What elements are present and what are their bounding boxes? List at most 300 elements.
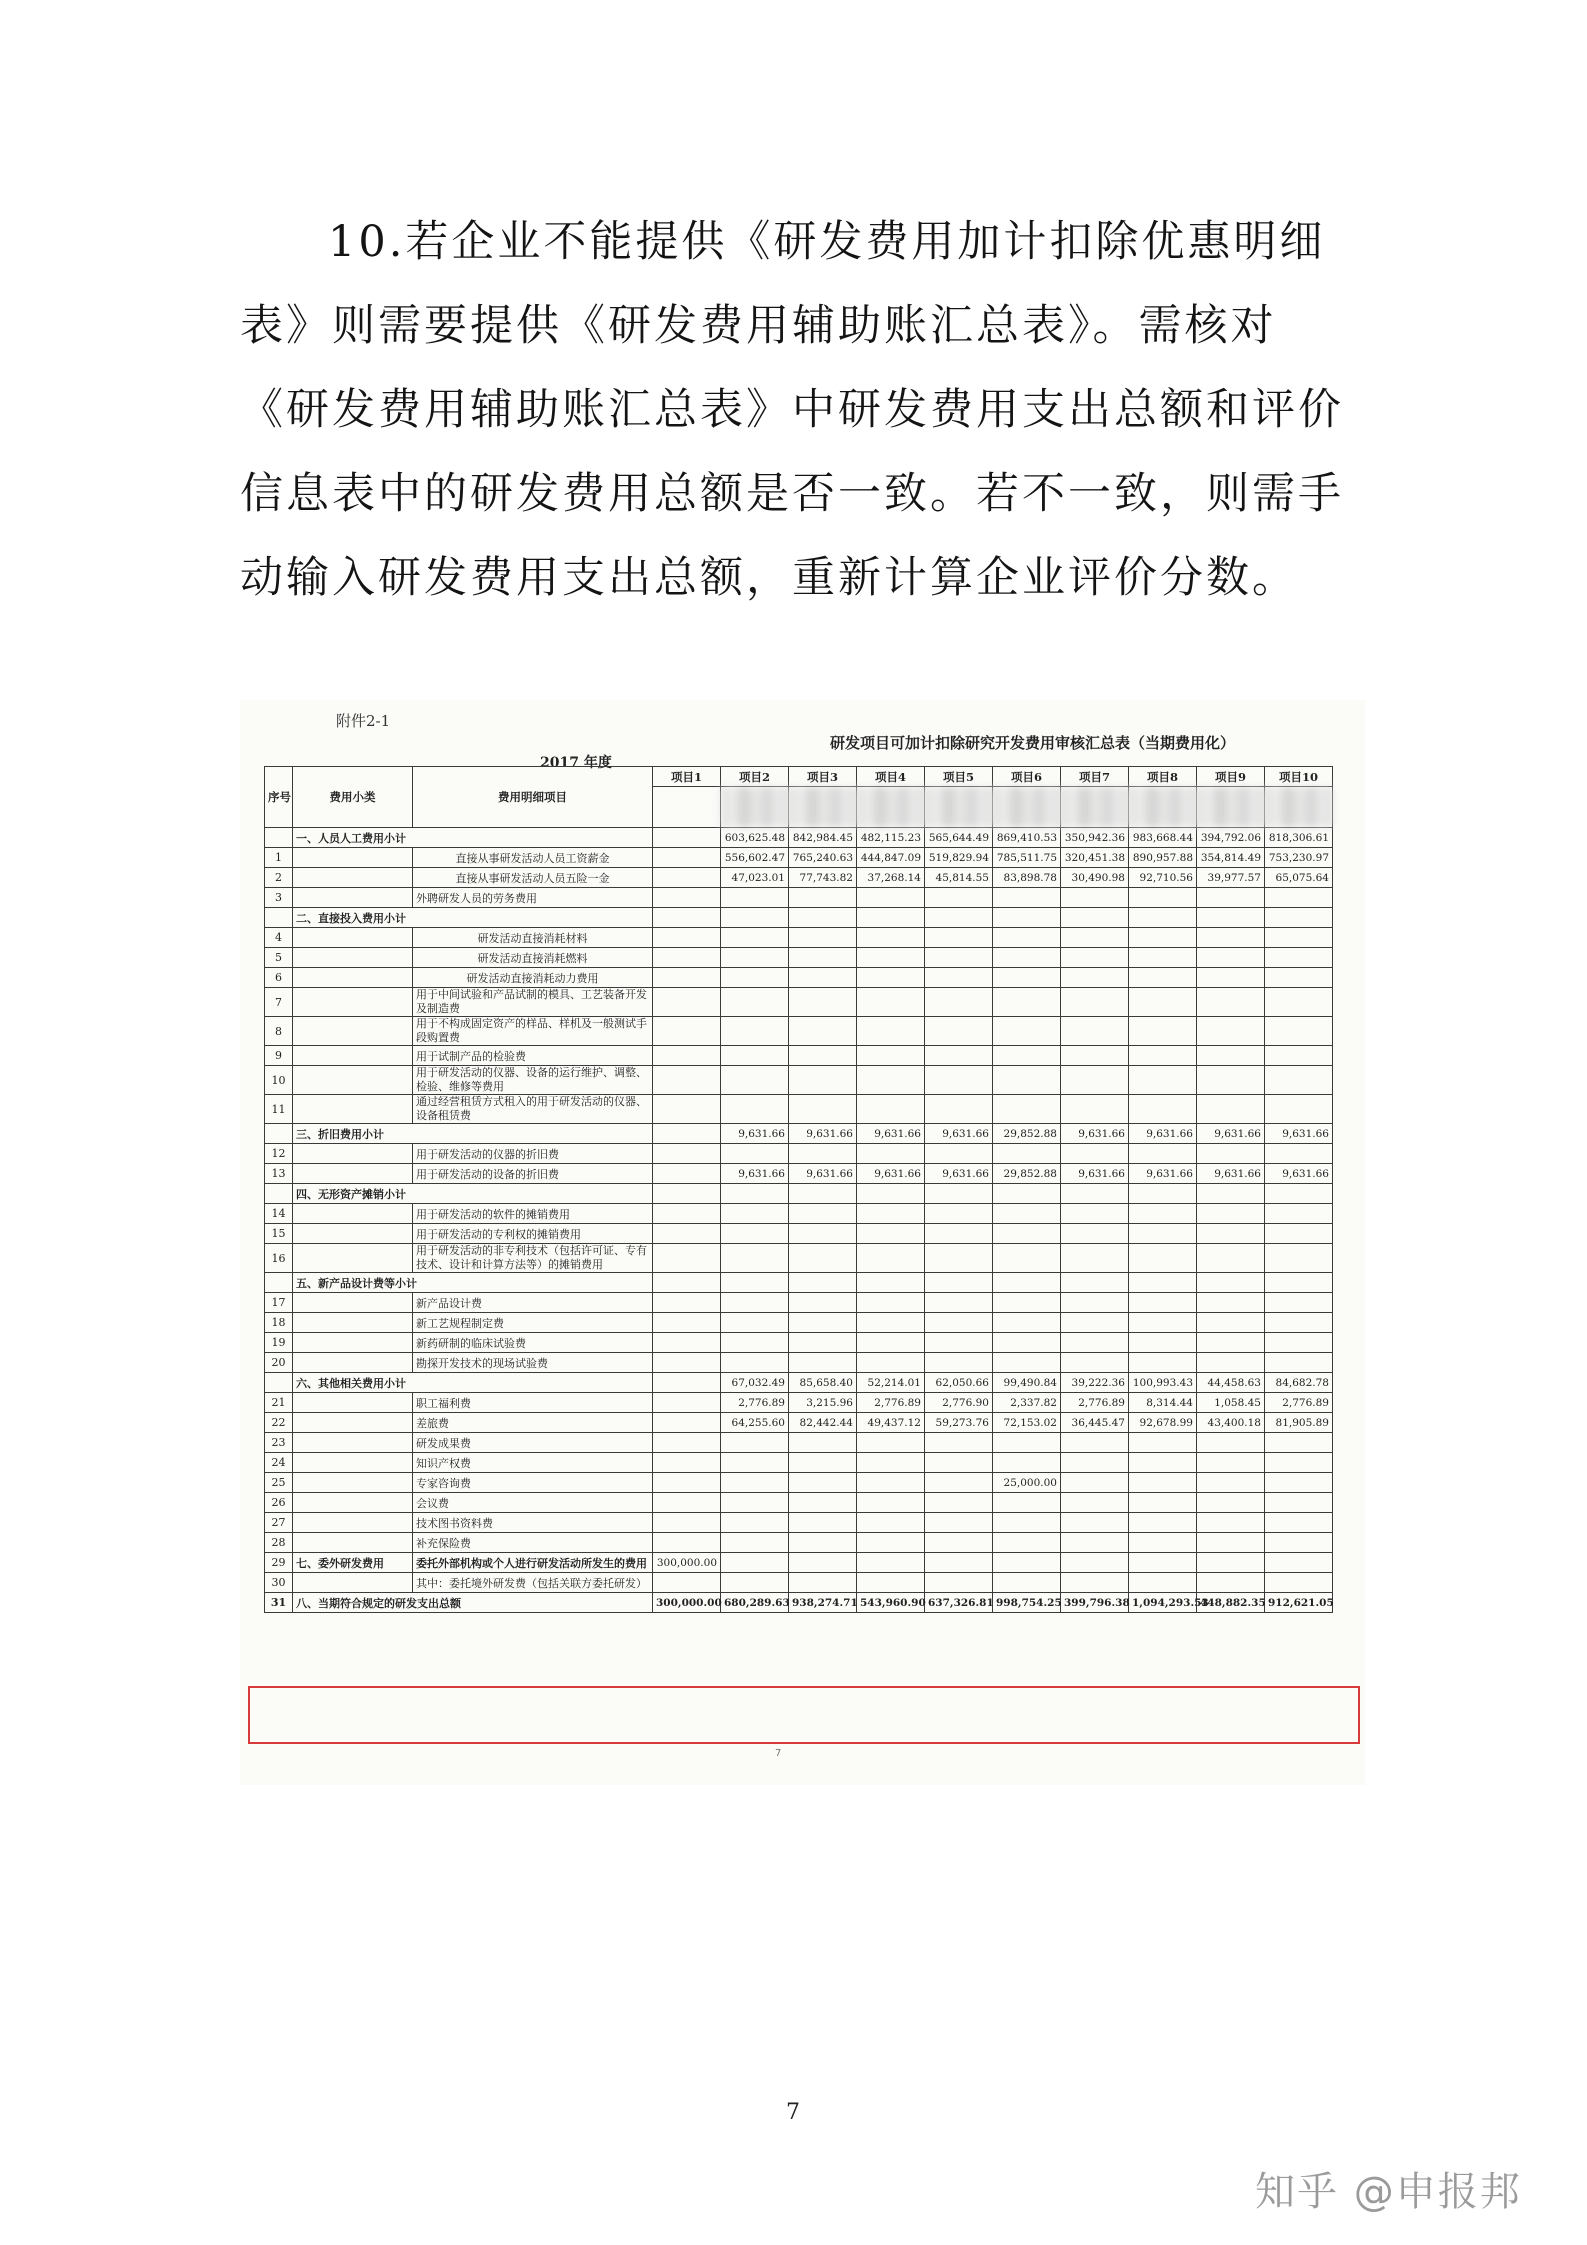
value-cell — [1197, 1066, 1265, 1095]
value-cell — [1061, 1553, 1129, 1573]
seq-cell: 2 — [265, 868, 293, 888]
category-cell — [293, 1533, 413, 1553]
value-cell: 92,678.99 — [1129, 1413, 1197, 1433]
value-cell: 3,215.96 — [789, 1393, 857, 1413]
value-cell — [653, 1393, 721, 1413]
value-cell: 77,743.82 — [789, 868, 857, 888]
value-cell — [653, 1095, 721, 1124]
value-cell — [1197, 888, 1265, 908]
category-cell — [293, 1046, 413, 1066]
value-cell — [1061, 1095, 1129, 1124]
value-cell — [1265, 928, 1333, 948]
value-cell — [993, 1144, 1061, 1164]
value-cell: 84,682.78 — [1265, 1373, 1333, 1393]
seq-cell: 13 — [265, 1164, 293, 1184]
value-cell: 9,631.66 — [721, 1164, 789, 1184]
value-cell: 785,511.75 — [993, 848, 1061, 868]
category-cell — [293, 1413, 413, 1433]
value-cell — [1061, 1017, 1129, 1046]
value-cell — [721, 1513, 789, 1533]
value-cell — [1197, 1573, 1265, 1593]
value-cell — [721, 1066, 789, 1095]
value-cell: 9,631.66 — [1265, 1164, 1333, 1184]
value-cell: 2,776.89 — [721, 1393, 789, 1413]
value-cell — [1197, 928, 1265, 948]
value-cell — [925, 1353, 993, 1373]
subtotal-row — [265, 1184, 1333, 1204]
table-year: 2017 年度 — [540, 755, 612, 771]
value-cell — [925, 1144, 993, 1164]
value-cell — [789, 1433, 857, 1453]
value-cell — [1129, 1066, 1197, 1095]
value-cell — [1265, 1204, 1333, 1224]
value-cell — [653, 948, 721, 968]
table-row — [265, 1144, 1333, 1164]
value-cell: 64,255.60 — [721, 1413, 789, 1433]
value-cell — [993, 928, 1061, 948]
value-cell — [1129, 928, 1197, 948]
value-cell — [925, 1244, 993, 1273]
value-cell — [857, 1204, 925, 1224]
value-cell: 300,000.00 — [653, 1553, 721, 1573]
value-cell — [857, 1533, 925, 1553]
table-row — [265, 1413, 1333, 1433]
seq-cell — [265, 1184, 293, 1204]
table-row — [265, 968, 1333, 988]
value-cell — [653, 908, 721, 928]
value-cell — [789, 928, 857, 948]
value-cell: 300,000.00 — [653, 1593, 721, 1613]
seq-cell: 3 — [265, 888, 293, 908]
value-cell — [789, 1493, 857, 1513]
value-cell: 65,075.64 — [1265, 868, 1333, 888]
value-cell: 36,445.47 — [1061, 1413, 1129, 1433]
value-cell — [1061, 1533, 1129, 1553]
value-cell — [721, 1095, 789, 1124]
category-cell — [293, 888, 413, 908]
value-cell — [993, 1273, 1061, 1293]
value-cell — [1061, 1204, 1129, 1224]
value-cell — [857, 988, 925, 1017]
seq-cell — [265, 908, 293, 928]
blurred-name-cell — [1129, 787, 1197, 828]
table-row — [265, 848, 1333, 868]
seq-cell: 6 — [265, 968, 293, 988]
seq-cell: 31 — [265, 1593, 293, 1613]
value-cell — [721, 1573, 789, 1593]
seq-cell: 18 — [265, 1313, 293, 1333]
detail-cell: 用于研发活动的仪器的折旧费 — [413, 1144, 653, 1164]
value-cell — [857, 1095, 925, 1124]
value-cell — [721, 1144, 789, 1164]
value-cell — [993, 1066, 1061, 1095]
header-project: 项目10 — [1265, 767, 1333, 787]
value-cell — [789, 1066, 857, 1095]
table-row — [265, 1533, 1333, 1553]
value-cell — [1197, 1333, 1265, 1353]
table-row — [265, 1066, 1333, 1095]
detail-cell: 直接从事研发活动人员五险一金 — [413, 868, 653, 888]
value-cell: 9,631.66 — [1197, 1164, 1265, 1184]
seq-cell: 30 — [265, 1573, 293, 1593]
value-cell — [857, 1224, 925, 1244]
value-cell — [993, 1493, 1061, 1513]
value-cell — [1061, 1273, 1129, 1293]
value-cell — [1265, 1244, 1333, 1273]
value-cell — [857, 1184, 925, 1204]
seq-cell: 26 — [265, 1493, 293, 1513]
value-cell — [653, 848, 721, 868]
value-cell: 39,222.36 — [1061, 1373, 1129, 1393]
value-cell: 29,852.88 — [993, 1124, 1061, 1144]
value-cell: 39,977.57 — [1197, 868, 1265, 888]
seq-cell: 17 — [265, 1293, 293, 1313]
value-cell: 354,814.49 — [1197, 848, 1265, 868]
value-cell — [857, 1046, 925, 1066]
value-cell — [1061, 1144, 1129, 1164]
value-cell — [925, 1066, 993, 1095]
watermark: 知乎 @申报邦 — [1255, 2169, 1522, 2215]
value-cell: 890,957.88 — [1129, 848, 1197, 868]
value-cell — [925, 1453, 993, 1473]
blurred-name-cell — [789, 787, 857, 828]
seq-cell: 29 — [265, 1553, 293, 1573]
detail-cell: 研发活动直接消耗燃料 — [413, 948, 653, 968]
value-cell — [1129, 1433, 1197, 1453]
value-cell: 637,326.81 — [925, 1593, 993, 1613]
value-cell — [653, 1413, 721, 1433]
table-row — [265, 1224, 1333, 1244]
value-cell: 1,058.45 — [1197, 1393, 1265, 1413]
value-cell — [1129, 1293, 1197, 1313]
category-cell — [293, 1224, 413, 1244]
table-row — [265, 1473, 1333, 1493]
value-cell — [789, 1513, 857, 1533]
table-row — [265, 1493, 1333, 1513]
header-project: 项目2 — [721, 767, 789, 787]
value-cell — [925, 988, 993, 1017]
value-cell — [925, 948, 993, 968]
value-cell: 9,631.66 — [789, 1124, 857, 1144]
subtotal-row — [265, 1273, 1333, 1293]
value-cell — [1061, 1066, 1129, 1095]
blurred-name-cell — [857, 787, 925, 828]
rd-expense-table — [264, 766, 1333, 1613]
value-cell — [993, 1573, 1061, 1593]
value-cell — [925, 1553, 993, 1573]
detail-cell: 通过经营租赁方式租入的用于研发活动的仪器、设备租赁费 — [413, 1095, 653, 1124]
value-cell — [653, 1224, 721, 1244]
value-cell — [721, 908, 789, 928]
category-cell — [293, 868, 413, 888]
value-cell: 998,754.25 — [993, 1593, 1061, 1613]
value-cell — [1265, 1353, 1333, 1373]
seq-cell: 27 — [265, 1513, 293, 1533]
value-cell — [925, 1184, 993, 1204]
value-cell — [653, 1017, 721, 1046]
value-cell: 44,458.63 — [1197, 1373, 1265, 1393]
value-cell: 43,400.18 — [1197, 1413, 1265, 1433]
value-cell: 9,631.66 — [1129, 1164, 1197, 1184]
value-cell: 556,602.47 — [721, 848, 789, 868]
detail-cell: 用于试制产品的检验费 — [413, 1046, 653, 1066]
value-cell — [925, 888, 993, 908]
value-cell — [1129, 1204, 1197, 1224]
seq-cell: 16 — [265, 1244, 293, 1273]
seq-cell: 4 — [265, 928, 293, 948]
value-cell — [1061, 1293, 1129, 1313]
value-cell — [1061, 948, 1129, 968]
table-row — [265, 1204, 1333, 1224]
value-cell — [925, 1493, 993, 1513]
value-cell — [653, 1144, 721, 1164]
table-row — [265, 1017, 1333, 1046]
category-cell — [293, 1244, 413, 1273]
value-cell — [1197, 1493, 1265, 1513]
value-cell — [1061, 968, 1129, 988]
value-cell — [1197, 1453, 1265, 1473]
detail-cell: 勘探开发技术的现场试验费 — [413, 1353, 653, 1373]
value-cell — [653, 1313, 721, 1333]
value-cell — [653, 1513, 721, 1533]
value-cell — [653, 1244, 721, 1273]
value-cell — [857, 888, 925, 908]
value-cell — [1197, 1313, 1265, 1333]
value-cell: 9,631.66 — [857, 1124, 925, 1144]
value-cell — [1061, 1493, 1129, 1513]
value-cell — [789, 948, 857, 968]
value-cell — [1061, 928, 1129, 948]
value-cell: 2,776.89 — [857, 1393, 925, 1413]
value-cell — [653, 1493, 721, 1513]
value-cell — [925, 1473, 993, 1493]
table-row — [265, 888, 1333, 908]
value-cell — [721, 968, 789, 988]
value-cell — [925, 908, 993, 928]
value-cell — [1197, 1433, 1265, 1453]
value-cell — [993, 1017, 1061, 1046]
value-cell — [857, 1473, 925, 1493]
category-cell — [293, 1204, 413, 1224]
value-cell — [1129, 1273, 1197, 1293]
value-cell — [925, 1433, 993, 1453]
category-cell — [293, 1066, 413, 1095]
value-cell — [1197, 1473, 1265, 1493]
value-cell — [1197, 1533, 1265, 1553]
value-cell — [925, 1513, 993, 1533]
category-cell — [293, 848, 413, 868]
value-cell: 85,658.40 — [789, 1373, 857, 1393]
value-cell — [1265, 1095, 1333, 1124]
value-cell — [721, 1433, 789, 1453]
value-cell — [857, 1066, 925, 1095]
seq-cell: 14 — [265, 1204, 293, 1224]
value-cell: 37,268.14 — [857, 868, 925, 888]
table-row — [265, 1573, 1333, 1593]
category-cell — [293, 1293, 413, 1313]
value-cell — [1129, 1184, 1197, 1204]
category-cell — [293, 948, 413, 968]
value-cell: 9,631.66 — [925, 1124, 993, 1144]
value-cell — [993, 968, 1061, 988]
value-cell — [1197, 1144, 1265, 1164]
value-cell — [1061, 1046, 1129, 1066]
table-row — [265, 1244, 1333, 1273]
value-cell — [993, 1533, 1061, 1553]
value-cell — [993, 988, 1061, 1017]
value-cell — [1197, 1273, 1265, 1293]
value-cell — [1197, 1293, 1265, 1313]
category-cell — [293, 1313, 413, 1333]
value-cell — [653, 828, 721, 848]
value-cell — [721, 1204, 789, 1224]
value-cell: 519,829.94 — [925, 848, 993, 868]
value-cell: 765,240.63 — [789, 848, 857, 868]
value-cell — [857, 1453, 925, 1473]
value-cell — [653, 968, 721, 988]
value-cell — [789, 1333, 857, 1353]
seq-cell: 22 — [265, 1413, 293, 1433]
value-cell: 9,631.66 — [721, 1124, 789, 1144]
subtotal-row — [265, 1373, 1333, 1393]
subtotal-row — [265, 908, 1333, 928]
category-cell — [293, 1473, 413, 1493]
detail-cell: 技术图书资料费 — [413, 1513, 653, 1533]
value-cell — [1129, 888, 1197, 908]
value-cell — [789, 1244, 857, 1273]
value-cell — [993, 1553, 1061, 1573]
blurred-name-cell — [993, 787, 1061, 828]
category-cell: 七、委外研发费用 — [293, 1553, 413, 1573]
value-cell: 350,942.36 — [1061, 828, 1129, 848]
value-cell — [1265, 1066, 1333, 1095]
value-cell — [1265, 1224, 1333, 1244]
value-cell — [1265, 1453, 1333, 1473]
detail-cell: 知识产权费 — [413, 1453, 653, 1473]
value-cell — [1061, 908, 1129, 928]
seq-cell — [265, 1373, 293, 1393]
value-cell — [653, 1433, 721, 1453]
total-row — [265, 1593, 1333, 1613]
value-cell — [721, 928, 789, 948]
category-cell: 四、无形资产摊销小计 — [293, 1184, 653, 1204]
value-cell: 99,490.84 — [993, 1373, 1061, 1393]
value-cell: 52,214.01 — [857, 1373, 925, 1393]
detail-cell: 用于研发活动的非专利技术（包括许可证、专有技术、设计和计算方法等）的摊销费用 — [413, 1244, 653, 1273]
value-cell: 9,631.66 — [925, 1164, 993, 1184]
seq-cell: 1 — [265, 848, 293, 868]
value-cell — [925, 1573, 993, 1593]
header-project: 项目9 — [1197, 767, 1265, 787]
paragraph-text: 10.若企业不能提供《研发费用加计扣除优惠明细表》则需要提供《研发费用辅助账汇总表》。需核对《研发费用辅助账汇总表》中研发费用支出总额和评价信息表中的研发费用总额是否一致。若不一致，则需手动输入研发费用支出总额，重新计算企业评价分数。 — [240, 217, 1344, 603]
value-cell — [1265, 908, 1333, 928]
value-cell — [789, 1273, 857, 1293]
value-cell: 2,776.89 — [1061, 1393, 1129, 1413]
detail-cell: 职工福利费 — [413, 1393, 653, 1413]
seq-cell: 21 — [265, 1393, 293, 1413]
category-cell — [293, 928, 413, 948]
value-cell: 448,882.35 — [1197, 1593, 1265, 1613]
value-cell — [789, 908, 857, 928]
value-cell — [1061, 1513, 1129, 1533]
category-cell — [293, 1453, 413, 1473]
category-cell — [293, 988, 413, 1017]
value-cell — [789, 1204, 857, 1224]
value-cell — [1129, 988, 1197, 1017]
value-cell — [1061, 1353, 1129, 1373]
value-cell — [925, 1095, 993, 1124]
header-project: 项目8 — [1129, 767, 1197, 787]
value-cell — [993, 888, 1061, 908]
value-cell — [1129, 1095, 1197, 1124]
value-cell — [1197, 1244, 1265, 1273]
value-cell — [653, 1046, 721, 1066]
seq-cell: 15 — [265, 1224, 293, 1244]
value-cell — [1129, 968, 1197, 988]
value-cell: 47,023.01 — [721, 868, 789, 888]
value-cell — [653, 1333, 721, 1353]
table-row — [265, 1393, 1333, 1413]
value-cell — [925, 1273, 993, 1293]
value-cell — [857, 1273, 925, 1293]
value-cell — [1061, 1573, 1129, 1593]
table-row — [265, 1095, 1333, 1124]
value-cell — [789, 968, 857, 988]
value-cell — [857, 1313, 925, 1333]
category-cell — [293, 1333, 413, 1353]
detail-cell: 用于研发活动的专利权的摊销费用 — [413, 1224, 653, 1244]
subtotal-row — [265, 828, 1333, 848]
detail-cell: 研发成果费 — [413, 1433, 653, 1453]
value-cell — [653, 1184, 721, 1204]
value-cell — [653, 868, 721, 888]
value-cell — [721, 1313, 789, 1333]
value-cell — [993, 1433, 1061, 1453]
value-cell — [721, 1017, 789, 1046]
value-cell — [1061, 1313, 1129, 1333]
value-cell — [857, 928, 925, 948]
blurred-name-cell — [1265, 787, 1333, 828]
value-cell: 320,451.38 — [1061, 848, 1129, 868]
value-cell — [1129, 1144, 1197, 1164]
value-cell: 9,631.66 — [1129, 1124, 1197, 1144]
page-number: 7 — [786, 2100, 800, 2125]
detail-cell: 外聘研发人员的劳务费用 — [413, 888, 653, 908]
detail-cell: 补充保险费 — [413, 1533, 653, 1553]
category-cell: 二、直接投入费用小计 — [293, 908, 653, 928]
value-cell — [653, 888, 721, 908]
value-cell: 9,631.66 — [1197, 1124, 1265, 1144]
table-row — [265, 1353, 1333, 1373]
table-row — [265, 1333, 1333, 1353]
value-cell — [993, 1204, 1061, 1224]
value-cell: 818,306.61 — [1265, 828, 1333, 848]
value-cell: 8,314.44 — [1129, 1393, 1197, 1413]
table-row — [265, 1046, 1333, 1066]
table-row — [265, 1453, 1333, 1473]
seq-cell: 20 — [265, 1353, 293, 1373]
category-cell — [293, 1017, 413, 1046]
value-cell — [1197, 1353, 1265, 1373]
detail-cell: 其中：委托境外研发费（包括关联方委托研发） — [413, 1573, 653, 1593]
value-cell — [1061, 1333, 1129, 1353]
value-cell — [1265, 1333, 1333, 1353]
value-cell: 394,792.06 — [1197, 828, 1265, 848]
value-cell: 869,410.53 — [993, 828, 1061, 848]
value-cell — [789, 988, 857, 1017]
value-cell: 72,153.02 — [993, 1413, 1061, 1433]
table-body — [265, 828, 1333, 1613]
